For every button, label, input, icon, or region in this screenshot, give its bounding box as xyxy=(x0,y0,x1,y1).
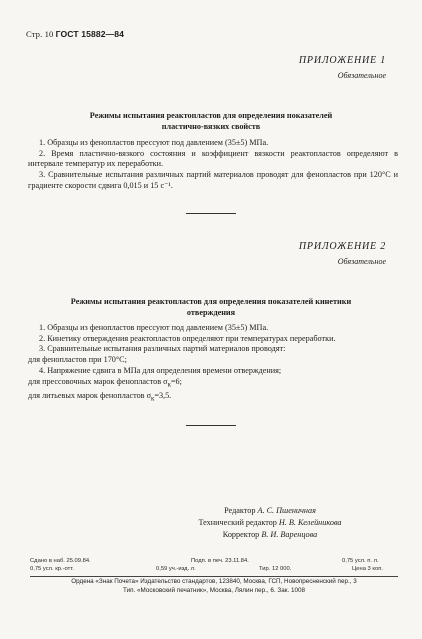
publisher-line-1: Ордена «Знак Почета» Издательство стандартов, 123840, Москва, ГСП, Новопресненский пер., 3 xyxy=(71,578,357,585)
imprint-pub-sheets: 0,59 уч.-изд. л. xyxy=(156,565,196,572)
appendix-1-heading xyxy=(32,110,390,132)
appendix-1-heading-line1: Режимы испытания реактопластов для определения показателей xyxy=(89,111,333,120)
appendix-2-paragraph-4b xyxy=(28,391,398,405)
running-header xyxy=(26,29,124,39)
imprint-row xyxy=(30,566,398,574)
editorial-credits xyxy=(150,505,390,541)
imprint-sent: Сдано в наб. 25.09.84. xyxy=(30,558,91,564)
appendix-2-paragraph-3a: для фенопластов при 170°С; xyxy=(28,355,127,365)
sigma-value: =6; xyxy=(170,376,182,386)
publisher-line-2: Тип. «Московский печатник», Москва, Лялин пер., 6. Зак. 1008 xyxy=(123,587,305,594)
imprint-block xyxy=(30,558,398,574)
sigma-subscript: к xyxy=(151,395,155,403)
appendix-1-paragraph-2: 2. Время пластично-вязкого состояния и коэффициент вязкости реактопластов определяют в интервале температур их переработки. xyxy=(28,148,398,169)
appendix-2-body xyxy=(28,323,398,405)
appendix-2-paragraph-3: 3. Сравнительные испытания различных партий материалов проводят: xyxy=(39,344,286,354)
imprint-run: Тир. 12 000. xyxy=(259,565,292,572)
imprint-prints: 0,75 усл. кр.-отт. xyxy=(30,565,74,572)
appendix-2-heading xyxy=(32,296,390,318)
corrector-name: В. И. Варенцова xyxy=(261,530,318,539)
appendix-2-heading-line1: Режимы испытания реактопластов для определения показателей кинетики xyxy=(70,297,352,306)
editor-line xyxy=(150,505,390,517)
standard-number: ГОСТ 15882—84 xyxy=(55,29,125,39)
appendix-2-paragraph-2: 2. Кинетику отверждения реактопластов определяют при температурах переработки. xyxy=(39,333,336,343)
tech-editor-line xyxy=(150,517,390,529)
sigma-text: для прессовочных марок фенопластов σ xyxy=(28,376,168,386)
editor-role: Редактор xyxy=(224,506,256,515)
publisher-info xyxy=(26,577,402,595)
appendix-1-heading-line2: пластично-вязких свойств xyxy=(161,122,261,131)
appendix-1-body xyxy=(28,138,398,192)
corrector-line xyxy=(150,529,390,541)
tech-editor-role: Технический редактор xyxy=(198,518,277,527)
appendix-2-paragraph-4a xyxy=(28,377,398,391)
appendix-2-heading-line2: отверждения xyxy=(186,308,236,317)
sigma-subscript: к xyxy=(167,381,171,389)
appendix-1-paragraph-3: 3. Сравнительные испытания различных партий материалов проводят для фенопластов при 120°С и градиенте скорости сдвига 0,015 и 15 с⁻¹. xyxy=(28,170,398,190)
appendix-2-paragraph-4: 4. Напряжение сдвига в МПа для определения времени отверждения; xyxy=(39,365,282,375)
editor-name: А. С. Пшеничная xyxy=(257,506,316,515)
appendix-2-status: Обязательное xyxy=(337,257,386,266)
imprint-sheets: 0,75 усл. п. л. xyxy=(342,558,379,564)
page-number: Стр. 10 xyxy=(26,29,54,39)
appendix-2-title: ПРИЛОЖЕНИЕ 2 xyxy=(298,241,386,252)
sigma-value: =3,5. xyxy=(154,390,172,400)
appendix-1-paragraph-1: 1. Образцы из фенопластов прессуют под давлением (35±5) МПа. xyxy=(39,138,269,147)
appendix-1-status: Обязательное xyxy=(337,71,386,80)
imprint-signed: Подп. в печ. 23.11.84. xyxy=(191,558,249,564)
appendix-1-title: ПРИЛОЖЕНИЕ 1 xyxy=(298,55,386,66)
section-separator xyxy=(186,425,236,426)
appendix-2-paragraph-1: 1. Образцы из фенопластов прессуют под давлением (35±5) МПа. xyxy=(39,323,269,332)
tech-editor-name: Н. В. Келейникова xyxy=(278,518,342,527)
imprint-price: Цена 3 коп. xyxy=(352,565,383,572)
corrector-role: Корректор xyxy=(222,530,260,539)
sigma-text: для литьевых марок фенопластов σ xyxy=(28,390,151,400)
imprint-row xyxy=(30,558,398,566)
section-separator xyxy=(186,213,236,214)
